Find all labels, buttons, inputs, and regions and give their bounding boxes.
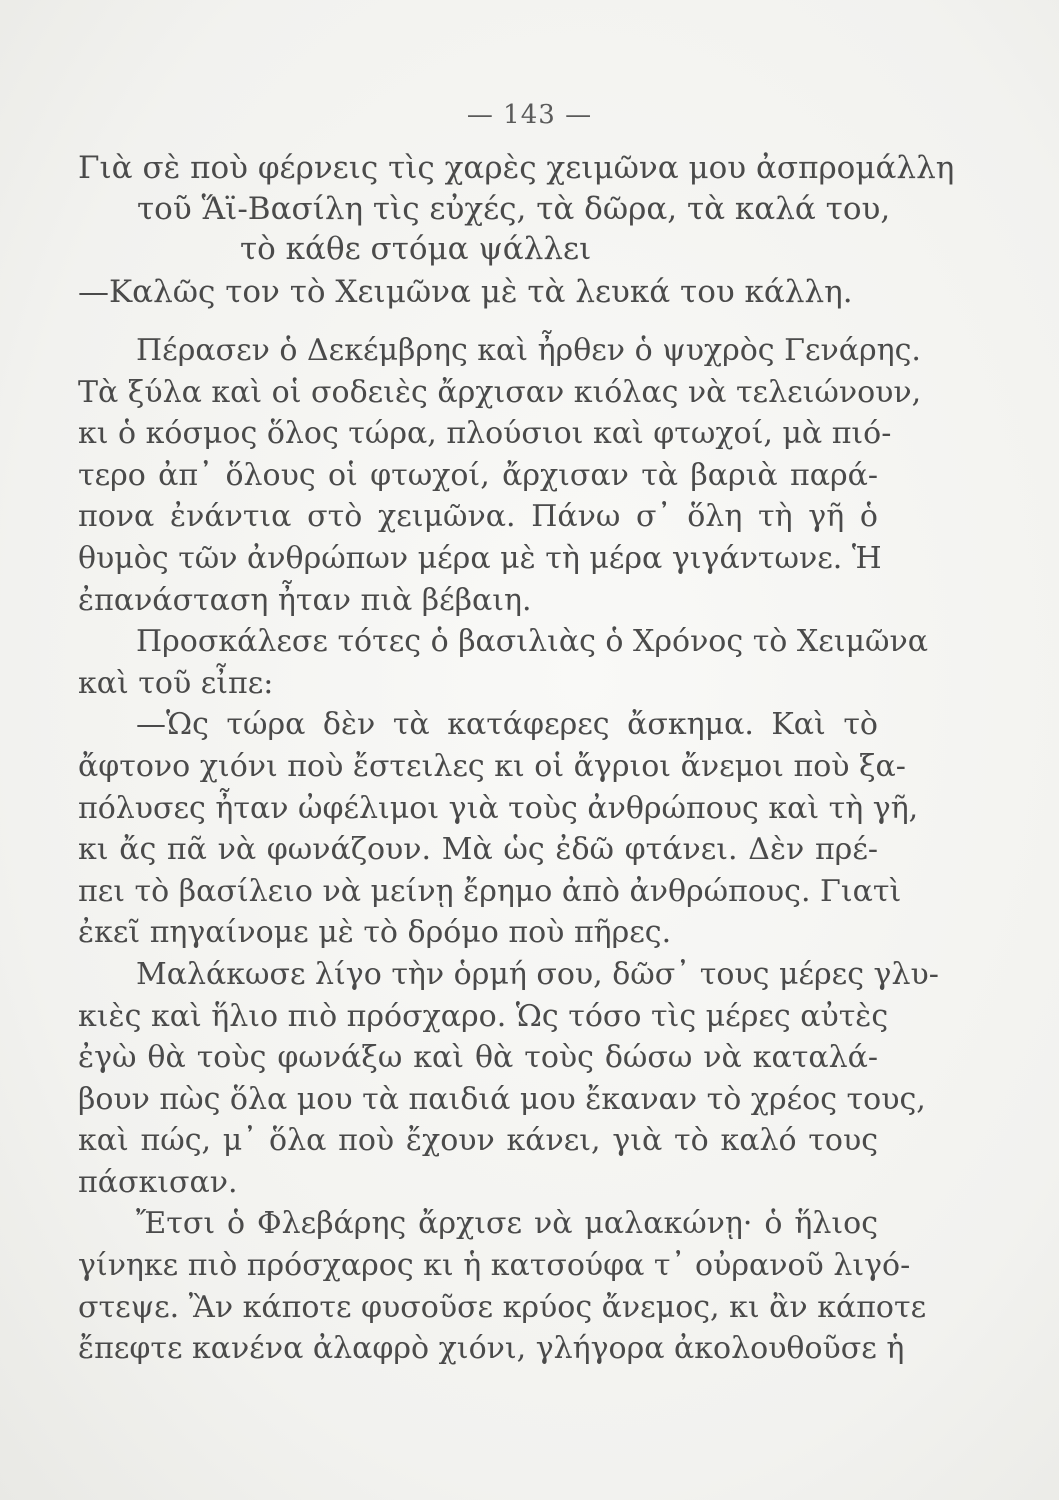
prose-line: ἐπανάσταση ἦταν πιὰ βέβαιη. bbox=[78, 582, 532, 618]
prose-line: θυμὸς τῶν ἀνθρώπων μέρα μὲ τὴ μέρα γιγάντωνε. Ἡ bbox=[78, 540, 882, 576]
prose-body bbox=[78, 330, 939, 1370]
prose-line: βουν πὼς ὅλα μου τὰ παιδιά μου ἔκαναν τὸ χρέος τους, bbox=[78, 1081, 926, 1117]
verse-line: —Καλῶς τον τὸ Χειμῶνα μὲ τὰ λευκά του κάλλη. bbox=[78, 274, 853, 310]
prose-line: στεψε. Ἂν κάποτε φυσοῦσε κρύος ἄνεμος, κι ἂν κάποτε bbox=[78, 1289, 927, 1325]
prose-line: καὶ πώς, μ᾽ ὅλα ποὺ ἔχουν κάνει, γιὰ τὸ καλό τους bbox=[78, 1123, 878, 1159]
prose-line: ἄφτονο χιόνι ποὺ ἔστειλες κι οἱ ἄγριοι ἄνεμοι ποὺ ξα- bbox=[78, 748, 906, 784]
prose-line: κι ἄς πᾶ νὰ φωνάζουν. Μὰ ὡς ἐδῶ φτάνει. Δὲν πρέ- bbox=[78, 832, 878, 868]
prose-line: πάσκισαν. bbox=[78, 1164, 238, 1200]
prose-line: ἐκεῖ πηγαίνομε μὲ τὸ δρόμο ποὺ πῆρες. bbox=[78, 915, 672, 951]
verse-line: τὸ κάθε στόμα ψάλλει bbox=[240, 231, 592, 267]
prose-line: Ἔτσι ὁ Φλεβάρης ἄρχισε νὰ μαλακώνῃ· ὁ ἥλιος bbox=[136, 1206, 878, 1242]
prose-line: κι ὁ κόσμος ὅλος τώρα, πλούσιοι καὶ φτωχοί, μὰ πιό- bbox=[78, 416, 892, 452]
prose-line: κιὲς καὶ ἥλιο πιὸ πρόσχαρο. Ὡς τόσο τὶς μέρες αὐτὲς bbox=[78, 998, 889, 1034]
prose-line: ἐγὼ θὰ τοὺς φωνάξω καὶ θὰ τοὺς δώσω νὰ καταλά- bbox=[78, 1040, 878, 1076]
prose-line: ἔπεφτε κανένα ἀλαφρὸ χιόνι, γλήγορα ἀκολουθοῦσε ἡ bbox=[78, 1331, 905, 1367]
prose-line: πει τὸ βασίλειο νὰ μείνῃ ἔρημο ἀπὸ ἀνθρώπους. Γιατὶ bbox=[78, 873, 902, 909]
prose-line: Μαλάκωσε λίγο τὴν ὁρμή σου, δῶσ᾽ τους μέρες γλυ- bbox=[136, 956, 939, 992]
prose-line: γίνηκε πιὸ πρόσχαρος κι ἡ κατσούφα τ᾽ οὐρανοῦ λιγό- bbox=[78, 1248, 911, 1284]
prose-line: Προσκάλεσε τότες ὁ βασιλιὰς ὁ Χρόνος τὸ Χειμῶνα bbox=[136, 624, 929, 660]
verse-line: τοῦ Ἅϊ-Βασίλη τὶς εὐχές, τὰ δῶρα, τὰ καλά του, bbox=[137, 191, 891, 227]
prose-line: καὶ τοῦ εἶπε: bbox=[78, 665, 274, 701]
prose-line: πόλυσες ἦταν ὠφέλιμοι γιὰ τοὺς ἀνθρώπους καὶ τὴ γῆ, bbox=[78, 790, 919, 826]
prose-line: Τὰ ξύλα καὶ οἱ σοδειὲς ἄρχισαν κιόλας νὰ τελειώνουν, bbox=[78, 374, 922, 410]
verse-line: Γιὰ σὲ ποὺ φέρνεις τὶς χαρὲς χειμῶνα μου ἀσπρομάλλη bbox=[78, 150, 955, 186]
prose-line: Πέρασεν ὁ Δεκέμβρης καὶ ἦρθεν ὁ ψυχρὸς Γενάρης. bbox=[136, 333, 921, 368]
prose-line: —Ὡς τώρα δὲν τὰ κατάφερες ἄσκημα. Καὶ τὸ bbox=[136, 707, 878, 743]
prose-line: τερο ἀπ᾽ ὅλους οἱ φτωχοί, ἄρχισαν τὰ βαριὰ παρά- bbox=[78, 457, 878, 493]
prose-line: πονα ἐνάντια στὸ χειμῶνα. Πάνω σ᾽ ὅλη τὴ γῆ ὁ bbox=[78, 499, 878, 535]
page-number: — 143 — bbox=[466, 100, 593, 130]
